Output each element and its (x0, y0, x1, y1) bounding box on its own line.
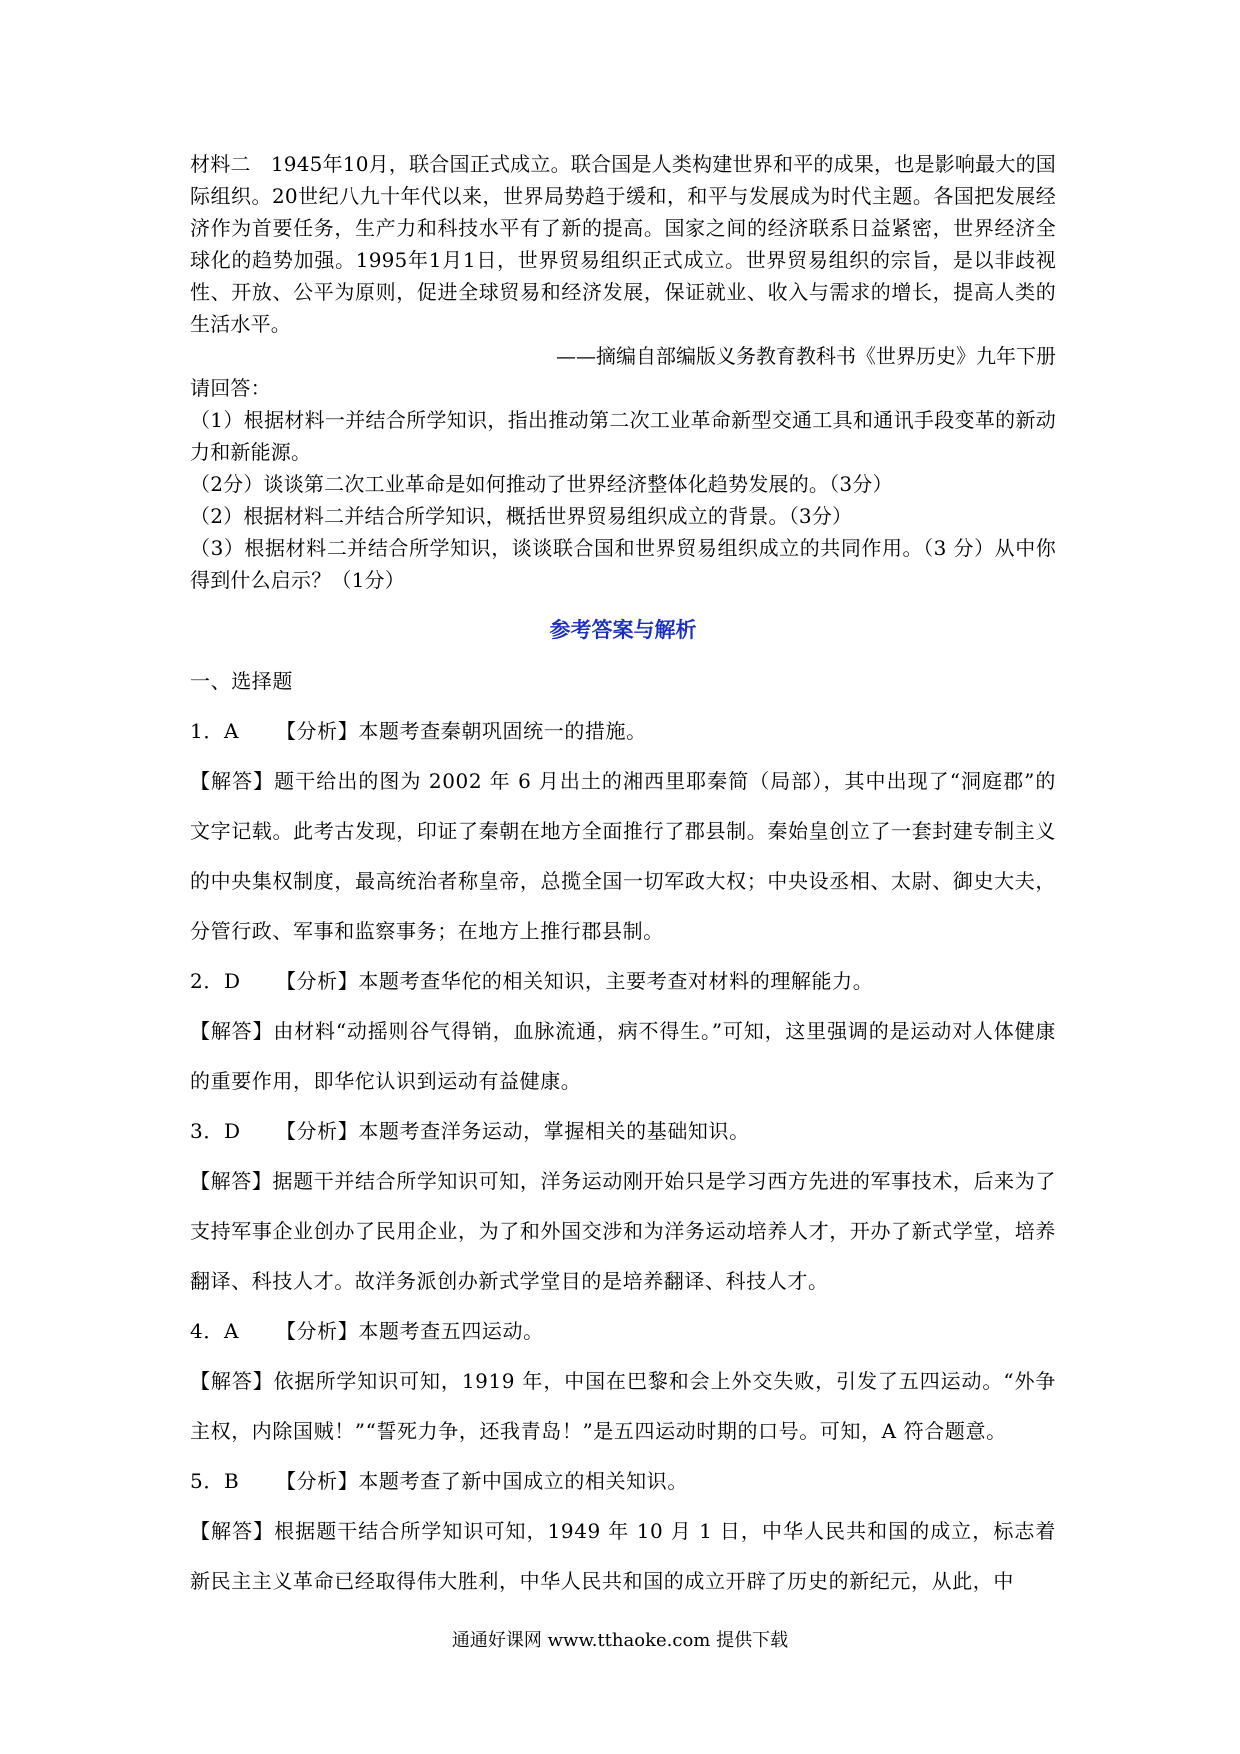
section-title: 一、选择题 (190, 669, 293, 693)
answer-item-2-analysis (190, 956, 1056, 1006)
material-two-paragraph: 材料二 1945年10月，联合国正式成立。联合国是人类构建世界和平的成果，也是影响最大的国际组织。20世纪八九十年代以来，世界局势趋于缓和，和平与发展成为时代主题。各国把发展经济作为首要任务，生产力和科技水平有了新的提高。国家之间的经济联系日益紧密，世界经济全球化的趋势加强。1995年1月1日，世界贸易组织正式成立。世界贸易组织的宗旨，是以非歧视性、开放、公平为原则，促进全球贸易和经济发展，保证就业、收入与需求的增长，提高人类的生活水平。 (190, 152, 1056, 336)
answer-item-3-analysis (190, 1106, 1056, 1156)
answer-item-5-analysis (190, 1456, 1056, 1506)
material-two-source: ——摘编自部编版义务教育教科书《世界历史》九年下册 (556, 344, 1056, 368)
answer-item-5-explanation: 【解答】根据题干结合所学知识可知，1949 年 10 月 1 日，中华人民共和国的成立，标志着新民主主义革命已经取得伟大胜利，中华人民共和国的成立开辟了历史的新纪元，从此，中 (190, 1519, 1056, 1593)
answer-item-2-explanation: 【解答】由材料“动摇则谷气得销，血脉流通，病不得生。”可知，这里强调的是运动对人体健康的重要作用，即华佗认识到运动有益健康。 (190, 1019, 1056, 1093)
item-letter: D (223, 1119, 241, 1143)
answer-item-4-explanation: 【解答】依据所学知识可知，1919 年，中国在巴黎和会上外交失败，引发了五四运动。“外争主权，内除国贼！”“誓死力争，还我青岛！”是五四运动时期的口号。可知，A 符合题意。 (190, 1369, 1056, 1443)
answers-heading: 参考答案与解析 (549, 617, 697, 642)
answer-item-4-analysis (190, 1306, 1056, 1356)
page-footer: 通通好课网 www.tthaoke.com 提供下载 (451, 1630, 789, 1651)
document-page (190, 148, 1056, 1606)
question-2: （2）根据材料二并结合所学知识，概括世界贸易组织成立的背景。（3分） (190, 504, 853, 528)
item-letter: D (223, 969, 241, 993)
answer-item-3-explanation: 【解答】据题干并结合所学知识可知，洋务运动刚开始只是学习西方先进的军事技术，后来为了支持军事企业创办了民用企业，为了和外国交涉和为洋务运动培养人才，开办了新式学堂，培养翻译、科技人才。故洋务派创办新式学堂目的是培养翻译、科技人才。 (190, 1169, 1056, 1293)
item-number: 3． (190, 1119, 224, 1143)
question-1-part-b: （2分）谈谈第二次工业革命是如何推动了世界经济整体化趋势发展的。（3分） (190, 472, 893, 496)
item-number: 2． (190, 969, 224, 993)
item-analysis: 【分析】本题考查五四运动。 (275, 1319, 544, 1343)
question-1: （1）根据材料一并结合所学知识，指出推动第二次工业革命新型交通工具和通讯手段变革的新动力和新能源。 (190, 408, 1056, 464)
answer-item-1-analysis (190, 706, 1056, 756)
item-letter: A (223, 719, 239, 743)
answer-item-1-explanation: 【解答】题干给出的图为 2002 年 6 月出土的湘西里耶秦简（局部），其中出现了“洞庭郡”的文字记载。此考古发现，印证了秦朝在地方全面推行了郡县制。秦始皇创立了一套封建专制主义的中央集权制度，最高统治者称皇帝，总揽全国一切军政大权；中央设丞相、太尉、御史大夫，分管行政、军事和监察事务；在地方上推行郡县制。 (190, 769, 1056, 943)
item-analysis: 【分析】本题考查秦朝巩固统一的措施。 (275, 719, 647, 743)
item-analysis: 【分析】本题考查了新中国成立的相关知识。 (275, 1469, 688, 1493)
item-number: 4． (190, 1319, 224, 1343)
item-analysis: 【分析】本题考查华佗的相关知识，主要考查对材料的理解能力。 (275, 969, 874, 993)
question-3: （3）根据材料二并结合所学知识，谈谈联合国和世界贸易组织成立的共同作用。（3 分）从中你得到什么启示？（1分） (190, 536, 1056, 592)
item-number: 5． (190, 1469, 224, 1493)
question-prompt: 请回答： (190, 376, 271, 400)
item-letter: A (223, 1319, 239, 1343)
item-analysis: 【分析】本题考查洋务运动，掌握相关的基础知识。 (275, 1119, 750, 1143)
item-letter: B (223, 1469, 240, 1493)
item-number: 1． (190, 719, 224, 743)
answers-section (190, 656, 1056, 1606)
